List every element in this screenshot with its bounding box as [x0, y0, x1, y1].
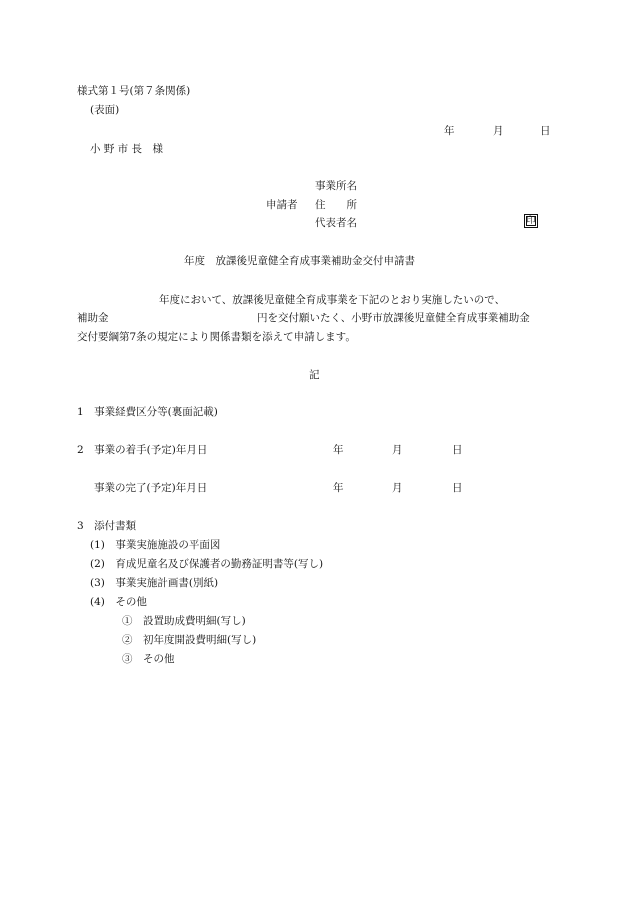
attachment-4: (4) その他	[90, 596, 147, 608]
item-1: 1 事業経費区分等(裏面記載)	[77, 406, 218, 418]
seal-mark	[524, 214, 538, 228]
front-side-label: (表面)	[90, 104, 120, 116]
form-number: 様式第１号(第７条関係)	[77, 85, 191, 97]
end-day: 日	[452, 482, 463, 494]
body-line-1: 年度において、放課後児童健全育成事業を下記のとおり実施したいので、	[159, 294, 506, 306]
item-2-start: 2 事業の着手(予定)年月日	[77, 444, 208, 456]
date-year: 年	[444, 125, 455, 137]
office-name-label: 事業所名	[315, 180, 357, 192]
other-2: ② 初年度開設費明細(写し)	[122, 634, 257, 646]
seal-text: 印	[526, 216, 536, 226]
start-year: 年	[333, 444, 344, 456]
end-year: 年	[333, 482, 344, 494]
attachment-1: (1) 事業実施施設の平面図	[90, 539, 221, 551]
body-line-2-prefix: 補助金	[77, 312, 109, 324]
address-label: 住 所	[315, 199, 357, 211]
attachment-2: (2) 育成児童名及び保護者の勤務証明書等(写し)	[90, 558, 324, 570]
start-day: 日	[452, 444, 463, 456]
item-3: 3 添付書類	[77, 520, 137, 532]
document-title: 年度 放課後児童健全育成事業補助金交付申請書	[184, 255, 415, 267]
representative-label: 代表者名	[315, 217, 357, 229]
body-line-3: 交付要綱第7条の規定により関係書類を添えて申請します。	[77, 331, 356, 343]
applicant-label: 申請者	[266, 199, 298, 211]
other-1: ① 設置助成費明細(写し)	[122, 615, 246, 627]
date-month: 月	[493, 125, 504, 137]
end-month: 月	[392, 482, 403, 494]
addressee: 小 野 市 長 様	[90, 143, 164, 155]
date-day: 日	[540, 125, 551, 137]
ki-heading: 記	[309, 369, 320, 381]
body-line-2-suffix: 円を交付願いたく、小野市放課後児童健全育成事業補助金	[257, 312, 530, 324]
item-2-end: 事業の完了(予定)年月日	[94, 482, 208, 494]
attachment-3: (3) 事業実施計画書(別紙)	[90, 577, 219, 589]
start-month: 月	[392, 444, 403, 456]
other-3: ③ その他	[122, 653, 175, 665]
